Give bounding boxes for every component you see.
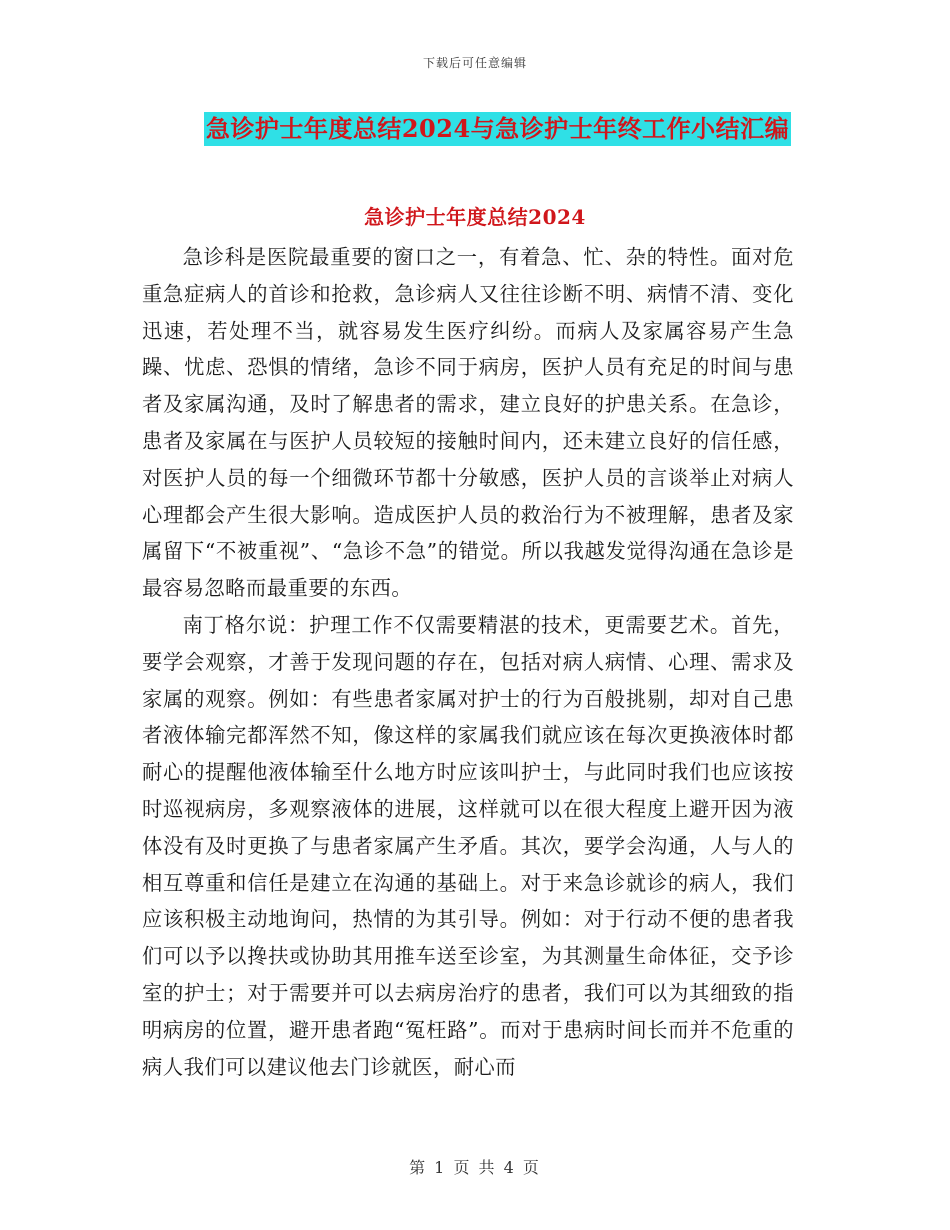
document-title-container [0,112,950,146]
section-title: 急诊护士年度总结2024 [364,205,586,229]
document-title: 急诊护士年度总结2024与急诊护士年终工作小结汇编 [204,112,791,146]
page-number: 第 1 页 共 4 页 [409,1158,541,1177]
paragraph-1: 急诊科是医院最重要的窗口之一，有着急、忙、杂的特性。面对危重急症病人的首诊和抢救，急诊病人又往往诊断不明、病情不清、变化迅速，若处理不当，就容易发生医疗纠纷。而病人及家属容易产生急躁、忧虑、恐惧的情绪，急诊不同于病房，医护人员有充足的时间与患者及家属沟通，及时了解患者的需求，建立良好的护患关系。在急诊，患者及家属在与医护人员较短的接触时间内，还未建立良好的信任感，对医护人员的每一个细微环节都十分敏感，医护人员的言谈举止对病人心理都会产生很大影响。造成医护人员的救治行为不被理解，患者及家属留下“不被重视”、“急诊不急”的错觉。所以我越发觉得沟通在急诊是最容易忽略而最重要的东西。 [142,245,794,601]
page-header-note: 下载后可任意编辑 [422,56,527,70]
document-body [142,239,794,1085]
paragraph-2: 南丁格尔说：护理工作不仅需要精湛的技术，更需要艺术。首先，要学会观察，才善于发现问题的存在，包括对病人病情、心理、需求及家属的观察。例如：有些患者家属对护士的行为百般挑剔，却对自己患者液体输完都浑然不知，像这样的家属我们就应该在每次更换液体时都耐心的提醒他液体输至什么地方时应该叫护士，与此同时我们也应该按时巡视病房，多观察液体的进展，这样就可以在很大程度上避开因为液体没有及时更换了与患者家属产生矛盾。其次，要学会沟通，人与人的相互尊重和信任是建立在沟通的基础上。对于来急诊就诊的病人，我们应该积极主动地询问，热情的为其引导。例如：对于行动不便的患者我们可以予以搀扶或协助其用推车送至诊室，为其测量生命体征，交予诊室的护士；对于需要并可以去病房治疗的患者，我们可以为其细致的指明病房的位置，避开患者跑“冤枉路”。而对于患病时间长而并不危重的病人我们可以建议他去门诊就医，耐心而 [142,612,794,1079]
